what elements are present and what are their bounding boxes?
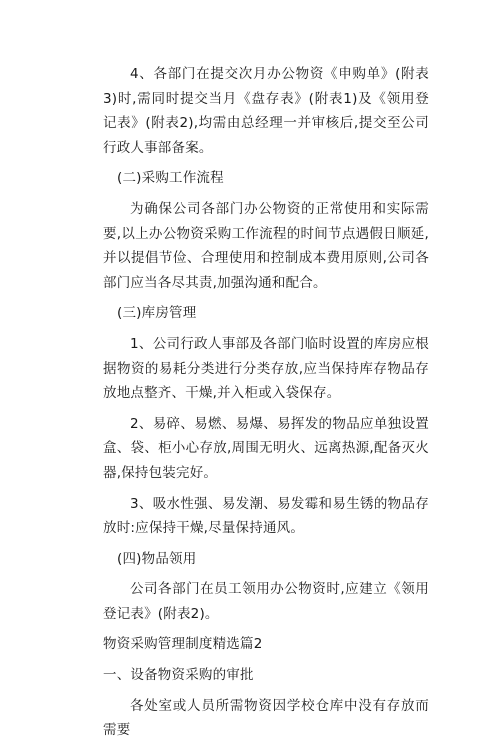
section-heading-equipment-approval: 一、设备物资采购的审批 [103, 667, 254, 684]
paragraph-approval-intro: 各处室或人员所需物资因学校仓库中没有存放而需要 [103, 697, 429, 739]
paragraph-warehouse-rule-2: 2、易碎、易燃、易爆、易挥发的物品应单独设置盒、袋、柜小心存放,周围无明火、远离热源,配备灭火器,保持包装完好。 [103, 415, 429, 481]
section-heading-warehouse-management: (三)库房管理 [117, 305, 197, 322]
paragraph-warehouse-rule-3: 3、吸水性强、易发潮、易发霉和易生锈的物品存放时:应保持干燥,尽量保持通风。 [103, 495, 429, 537]
document-body [103, 62, 429, 743]
section-heading-item-requisition: (四)物品领用 [117, 550, 197, 567]
paragraph-requisition-rule: 公司各部门在员工领用办公物资时,应建立《领用登记表》(附表2)。 [103, 581, 429, 622]
paragraph-warehouse-rule-1: 1、公司行政人事部及各部门临时设置的库房应根据物资的易耗分类进行分类存放,应当保持库存物品存放地点整齐、干燥,并入柜或入袋保存。 [103, 335, 429, 402]
paragraph-procurement-principles: 为确保公司各部门办公物资的正常使用和实际需要,以上办公物资采购工作流程的时间节点遇假日顺延,并以提倡节俭、合理使用和控制成本费用原则,公司各部门应当各尽其责,加强沟通和配合。 [103, 200, 429, 291]
section-heading-procurement-workflow: (二)采购工作流程 [117, 170, 224, 187]
article-title-part-2: 物资采购管理制度精选篇2 [103, 636, 263, 653]
paragraph-submission-requirements: 4、各部门在提交次月办公物资《申购单》(附表3)时,需同时提交当月《盘存表》(附表1)及《领用登记表》(附表2),均需由总经理一并审核后,提交至公司行政人事部备案。 [103, 66, 429, 156]
